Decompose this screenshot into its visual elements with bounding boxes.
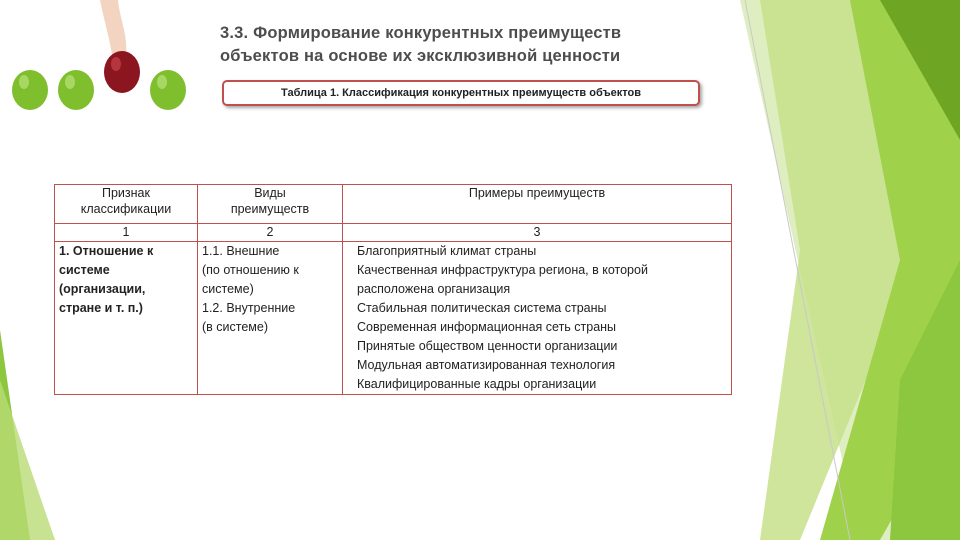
header-criterion-line-1: Признак	[102, 186, 150, 200]
table-header-row	[55, 185, 732, 224]
types-line: (в системе)	[202, 320, 269, 334]
example-line: Принятые обществом ценности организации	[357, 339, 618, 353]
criterion-line: системе	[59, 263, 110, 277]
example-line: расположена организация	[357, 282, 511, 296]
table-number-row	[55, 224, 732, 242]
slide-title	[220, 22, 720, 68]
types-line: системе)	[202, 282, 254, 296]
examples-cell	[343, 242, 732, 395]
header-criterion	[55, 185, 198, 224]
types-line: 1.1. Внешние	[202, 244, 280, 258]
example-line: Квалифицированные кадры организации	[357, 377, 597, 391]
table-caption	[222, 80, 700, 106]
apples-illustration	[0, 0, 200, 120]
table-data-row	[55, 242, 732, 395]
header-types-line-1: Виды	[254, 186, 286, 200]
example-line: Современная информационная сеть страны	[357, 320, 617, 334]
types-cell	[198, 242, 343, 395]
classification-table	[54, 184, 732, 395]
header-criterion-line-2: классификации	[80, 202, 172, 216]
criterion-line: стране и т. п.)	[59, 301, 143, 315]
types-line: 1.2. Внутренние	[202, 301, 296, 315]
slide-title-line-1: 3.3. Формирование конкурентных преимуществ	[220, 24, 622, 42]
example-line: Стабильная политическая система страны	[357, 301, 607, 315]
header-examples: Примеры преимуществ	[343, 185, 732, 224]
slide-title-line-2: объектов на основе их эксклюзивной ценности	[220, 47, 621, 65]
column-number-2: 2	[198, 224, 343, 242]
header-types	[198, 185, 343, 224]
criterion-line: (организации,	[59, 282, 146, 296]
example-line: Модульная автоматизированная технология	[357, 358, 616, 372]
criterion-cell	[55, 242, 198, 395]
column-number-3: 3	[343, 224, 732, 242]
table-caption-text: Таблица 1. Классификация конкурентных преимуществ объектов	[281, 87, 641, 99]
example-line: Благоприятный климат страны	[357, 244, 537, 258]
criterion-line: 1. Отношение к	[59, 244, 154, 258]
types-line: (по отношению к	[202, 263, 299, 277]
header-types-line-2: преимуществ	[230, 202, 310, 216]
example-line: Качественная инфраструктура региона, в которой	[357, 263, 648, 277]
column-number-1: 1	[55, 224, 198, 242]
